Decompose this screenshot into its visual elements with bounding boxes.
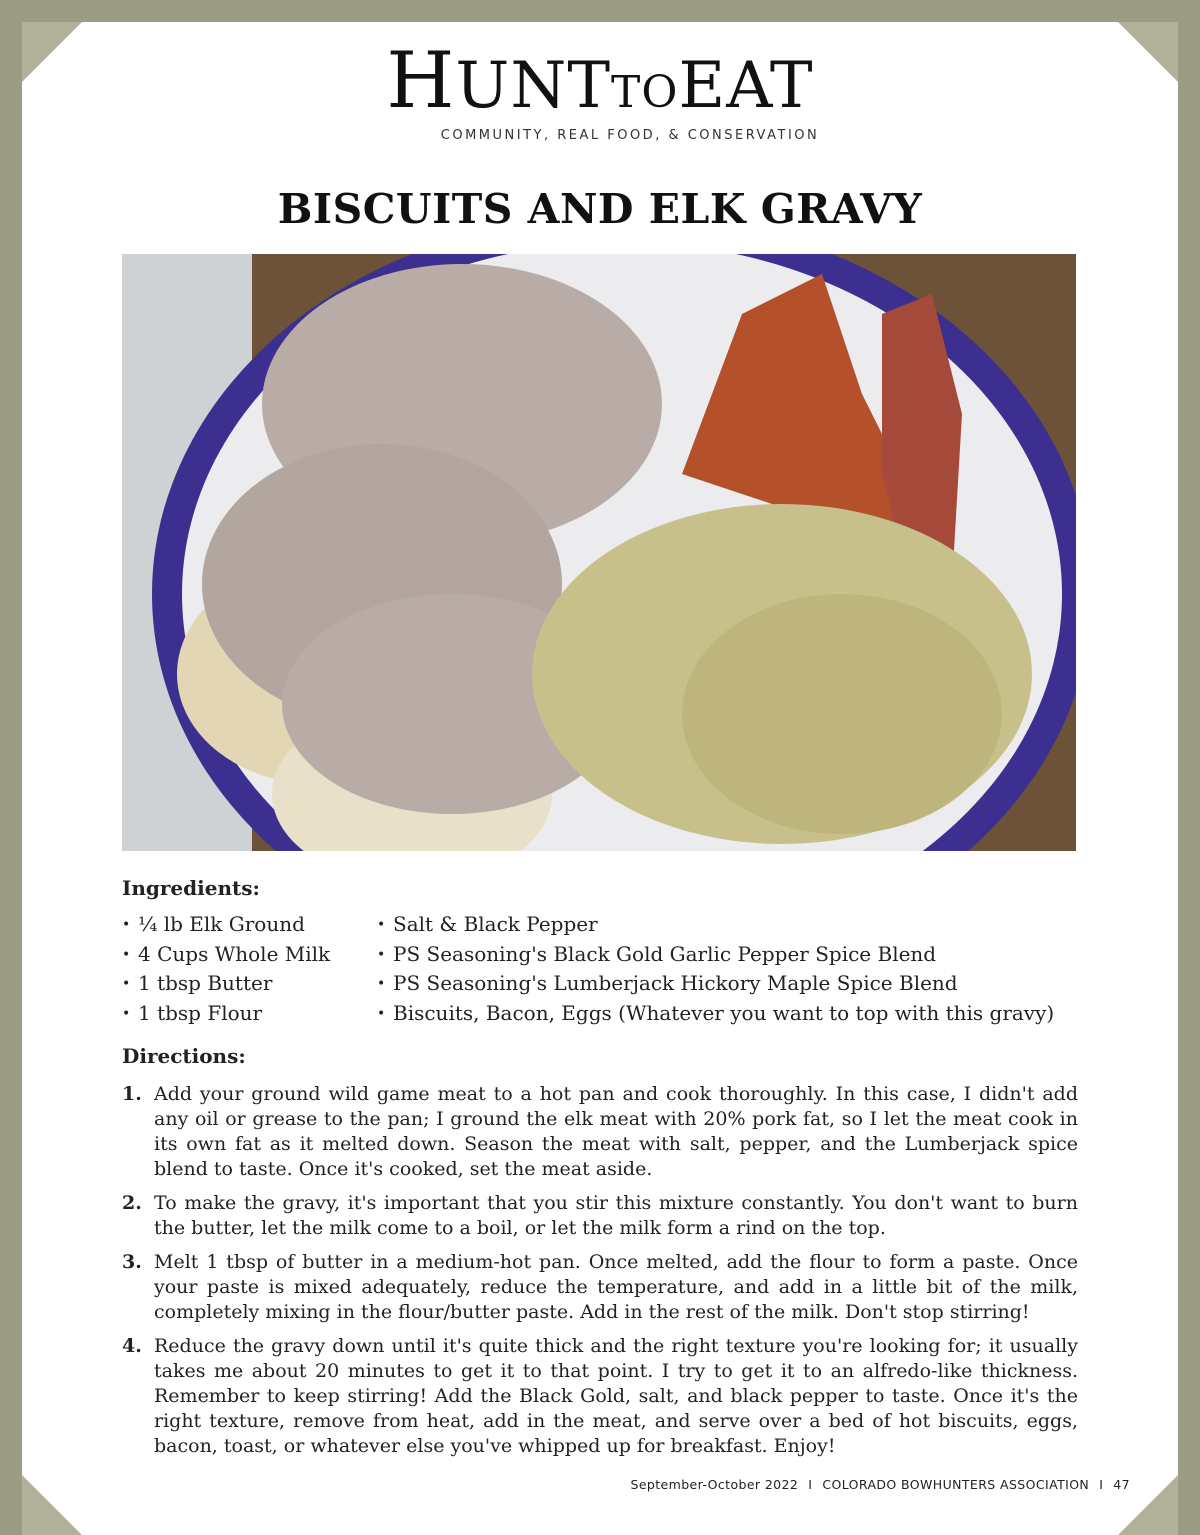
food-plate-illustration <box>122 254 1076 851</box>
logo-tagline: COMMUNITY, REAL FOOD, & CONSERVATION <box>440 128 820 143</box>
step-number: 4. <box>122 1335 142 1357</box>
step-number: 1. <box>122 1083 142 1105</box>
recipe-photo <box>122 254 1076 851</box>
corner-decoration <box>22 1475 82 1535</box>
hunt-to-eat-logo <box>0 36 1200 143</box>
step-number: 3. <box>122 1251 142 1273</box>
list-item: • PS Seasoning's Black Gold Garlic Pepper Spice Blend <box>377 942 1054 972</box>
list-item: • ¼ lb Elk Ground <box>122 912 330 942</box>
ingredients-list-left <box>122 912 330 1030</box>
list-item: • PS Seasoning's Lumberjack Hickory Maple Spice Blend <box>377 971 1054 1001</box>
footer-separator: I <box>1099 1477 1104 1492</box>
list-item: • 4 Cups Whole Milk <box>122 942 330 972</box>
list-item: • 1 tbsp Butter <box>122 971 330 1001</box>
step-text: Melt 1 tbsp of butter in a medium-hot pan. Once melted, add the flour to form a paste. Once your paste is mixed adequately, reduce the temperature, and add in a little bit of the milk, completely mixing in the flour/butter paste. Add in the rest of the milk. Don't stop stirring! <box>154 1251 1078 1323</box>
list-item: • 1 tbsp Flour <box>122 1001 330 1031</box>
step-text: To make the gravy, it's important that you stir this mixture constantly. You don't want to burn the butter, let the milk come to a boil, or let the milk form a rind on the top. <box>154 1192 1078 1239</box>
list-item: • Biscuits, Bacon, Eggs (Whatever you want to top with this gravy) <box>377 1001 1054 1031</box>
direction-step <box>122 1334 1078 1459</box>
ingredients-heading: Ingredients: <box>122 876 260 900</box>
recipe-title: BISCUITS AND ELK GRAVY <box>277 185 923 233</box>
footer-separator: I <box>808 1477 813 1492</box>
publication-name: COLORADO BOWHUNTERS ASSOCIATION <box>822 1477 1090 1492</box>
page-footer <box>630 1477 1130 1492</box>
list-item: • Salt & Black Pepper <box>377 912 1054 942</box>
direction-step <box>122 1082 1078 1182</box>
directions-list <box>122 1082 1078 1468</box>
step-text: Reduce the gravy down until it's quite thick and the right texture you're looking for; it usually takes me about 20 minutes to get it to that point. I try to get it to an alfredo-like thickness. Remember to keep stirring! Add the Black Gold, salt, and black pepper to taste. Once it's the right texture, remove from heat, add in the meat, and serve over a bed of hot biscuits, eggs, bacon, toast, or whatever else you've whipped up for breakfast. Enjoy! <box>154 1335 1078 1457</box>
step-text: Add your ground wild game meat to a hot pan and cook thoroughly. In this case, I didn't add any oil or grease to the pan; I ground the elk meat with 20% pork fat, so I let the meat cook in its own fat as it melted down. Season the meat with salt, pepper, and the Lumberjack spice blend to taste. Once it's cooked, set the meat aside. <box>154 1083 1078 1180</box>
ingredients-list-right <box>377 912 1054 1030</box>
logo-wordmark: HUNTTOEAT <box>386 36 814 126</box>
issue-date: September-October 2022 <box>630 1477 799 1492</box>
directions-heading: Directions: <box>122 1044 246 1068</box>
direction-step <box>122 1250 1078 1325</box>
step-number: 2. <box>122 1192 142 1214</box>
direction-step <box>122 1191 1078 1241</box>
page-number: 47 <box>1113 1477 1130 1492</box>
